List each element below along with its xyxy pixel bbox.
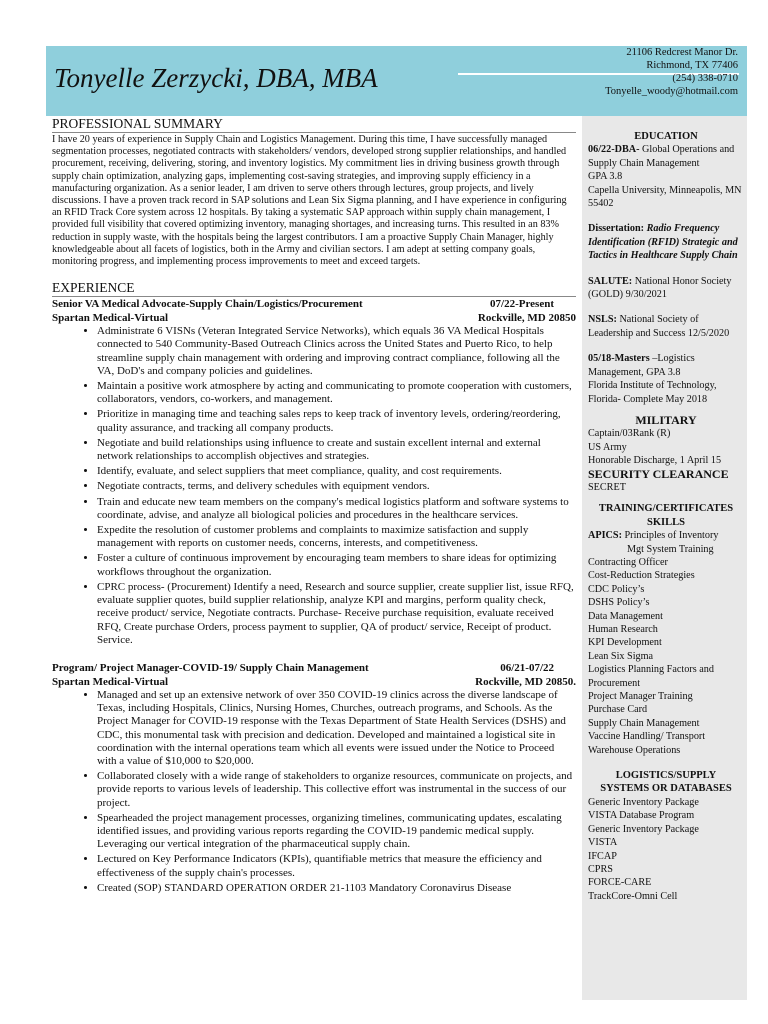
job-bullet: • Collaborated closely with a wide range of stakeholders to organize resources, communicate on projects, and provide reports to various levels of leadership. This collective effort was instrumental in the success of our project. [97,770,576,810]
training-item: DSHS Policy’s [588,597,650,609]
masters-school: Florida Institute of Technology, Florida- Complete May 2018 [588,380,717,405]
training-item: CDC Policy’s [588,583,645,595]
system-item: CPRS [588,863,613,875]
masters-label: 05/18-Masters [588,353,650,365]
dba-entry [588,143,744,170]
job-bullet: • Maintain a positive work atmosphere by acting and communicating to promote cooperation with customers, collaborators, vendors, co-workers, and management. [97,380,576,406]
job-bullet: • Prioritize in managing time and teaching sales reps to keep track of inventory levels, ordering/reordering, quality assurance, and tracking all company products. [97,408,576,434]
address-line-1: 21106 Redcrest Manor Dr. [626,47,738,58]
summary-text: I have 20 years of experience in Supply Chain and Logistics Management. During this time, I have successfully managed segmentation processes, negotiated contracts with stakeholders/ vendors, developed strong supplier relationships, and handled procurement, receiving, delivering, storing, and inventory logistics. My commitment lies in driving business growth through supply chain optimization, analyzing gaps, implementing cost-saving strategies, and improving supply efficiency in a manufacturing organization. As a senior leader, I am driven to serve others through lectures, group projects, and lively discussions. I have a proven track record in SAP solutions and Lean Six Sigma planning, and I have experience in configuring an RFID Track Core system across 12 hospitals. By taking a systematic SAP approach within supply chain management, I provided full visibility that covered optimizing inventory, managing shortages, and increasing turns. This resulted in an 83% reduction in supply waste, with the hospitals being the largest contributors. I am a proactive Supply Chain Manager, highly knowledgeable about all facets of logistics, both in the Army and civilian sectors. I am adept at setting company goals, monitoring progress, and implementing process improvements to meet and exceed targets. [52,134,567,268]
system-item: FORCE-CARE [588,877,652,889]
training-item: Logistics Planning Factors and Procurement [588,664,714,689]
contact-block [605,46,738,98]
job-company: Spartan Medical-Virtual [52,675,168,688]
education-heading: EDUCATION [634,131,698,142]
job-company-row [52,311,576,325]
job-bullet: • Identify, evaluate, and select suppliers that meet compliance, quality, and cost requirements. [97,465,576,478]
job-location: Rockville, MD 20850 [477,312,576,325]
masters-program: –Logistics Management, GPA 3.8 [588,353,695,378]
job-entry [52,661,576,895]
summary-divider [52,132,576,133]
sidebar-content [588,130,744,903]
job-dates: 06/21-07/22 [500,661,554,674]
clearance-level: SECRET [588,481,626,493]
training-item: Human Research [588,624,658,635]
job-bullet: • Negotiate contracts, terms, and delivery schedules with equipment vendors. [97,480,576,493]
dba-label: 06/22-DBA- [588,144,640,156]
training-item: Lean Six Sigma [588,650,654,662]
systems-subheading: SYSTEMS OR DATABASES [600,783,732,795]
training-item: Data Management [588,610,663,622]
training-item: Supply Chain Management [588,717,700,729]
dissertation-title: Radio Frequency Identification (RFID) Strategic and Tactics in Healthcare Supply Chain [588,223,738,262]
system-item: Generic Inventory Package [588,796,699,808]
job-bullet: • Negotiate and build relationships using influence to create and sustain excellent internal and external network relationships to accomplish objectives and strategies. [97,437,576,463]
job-bullets [52,689,576,895]
system-item: VISTA Database Program [588,810,695,822]
training-item: KPI Development [588,637,662,649]
nsls-label: NSLS: [588,314,617,326]
address-line-2: Richmond, TX 77406 [646,60,738,71]
email-address: Tonyelle_woody@hotmail.com [605,86,738,97]
dissertation-label: Dissertation: [588,223,645,235]
job-bullet: • Expedite the resolution of customer problems and complaints to maximize satisfaction and supply management with reports on customer needs, concerns, interests, and competitiveness. [97,524,576,550]
system-item: IFCAP [588,850,617,862]
job-bullet: • Created (SOP) STANDARD OPERATION ORDER 21-1103 Mandatory Coronavirus Disease [97,882,576,895]
job-entry [52,297,576,647]
system-item: TrackCore-Omni Cell [588,890,678,902]
job-company-row [52,675,576,689]
apics-text: Principles of Inventory [621,530,719,542]
job-title-row [52,297,576,311]
dba-school: Capella University, Minneapolis, MN 55402 [588,184,742,210]
training-item: Contracting Officer [588,556,668,568]
job-title-row [52,661,576,675]
systems-heading: LOGISTICS/SUPPLY [615,770,717,782]
system-item: VISTA [588,837,618,849]
masters-entry [588,352,744,379]
training-item: Vaccine Handling/ Transport [588,731,706,743]
dba-gpa: GPA 3.8 [588,171,623,183]
job-bullet: • Managed and set up an extensive network of over 350 COVID-19 clinics across the diverse landscape of Texas, including Hospitals, Clinics, Nursing Homes, Churches, outreach programs, and Schools. As the Project Manager for COVID-19 response with the Texas Department of State Health Services (DSHS) and CDC, this monumental task with precision and dedication. Developed and maintained a logistical site in coordination with the internal operations team which all events were issued under the Notice to Proceed with a value of $10,000 to $20,000. [97,689,576,768]
job-dates: 07/22-Present [490,298,554,311]
apics-continued: Mgt System Training [627,543,714,555]
phone-number: (254) 338-0710 [672,73,738,84]
skills-heading: SKILLS [647,516,685,528]
job-bullet: • Administrate 6 VISNs (Veteran Integrated Service Networks), which equals 36 VA Medical Hospitals connected to 540 Community-Based Outreach Clinics across the United States and Puerto Rico, to help streamline supply chain management with ordering and improving contract compliance, following all the VA, DoD's and company policies and guidelines. [97,325,576,378]
training-heading: TRAINING/CERTIFICATES [598,503,734,515]
main-column [52,116,576,897]
job-bullets [52,325,576,647]
job-bullet: • Foster a culture of continuous improvement by encouraging team members to share ideas for optimizing workflows throughout the organization. [97,552,576,578]
job-title: Senior VA Medical Advocate-Supply Chain/Logistics/Procurement [52,298,363,311]
job-location: Rockville, MD 20850. [475,675,576,688]
job-title: Program/ Project Manager-COVID-19/ Supply Chain Management [52,661,369,674]
apics-label: APICS: [588,530,622,542]
nsls-entry [588,313,744,340]
salute-text: National Honor Society (GOLD) 9/30/2021 [588,275,732,301]
training-item: Purchase Card [588,704,648,716]
military-rank: Captain/03Rank (R) [588,428,671,440]
military-branch: US Army [588,441,627,453]
nsls-text: National Society of Leadership and Success 12/5/2020 [588,314,730,339]
training-item: Cost-Reduction Strategies [588,570,695,582]
apics-entry [588,529,744,542]
dba-program: Global Operations and Supply Chain Management [588,144,735,169]
summary-heading: PROFESSIONAL SUMMARY [52,116,223,131]
dissertation-entry [588,222,744,262]
training-item: Project Manager Training [588,691,693,703]
job-bullet: • CPRC process- (Procurement) Identify a need, Research and source supplier, create supplier list, issue RFQ, evaluate supplier quotes, build supplier relationship, analyze KPI and margins, perform quality check, receive product/ service, Negotiate contracts. Purchase- Receive purchase requisition, evaluate received RFQ, Create purchase Orders, process payment to supplier, QA of product/ service, Receipt of product. Service. [97,581,576,647]
military-heading: MILITARY [635,412,697,427]
job-bullet: • Lectured on Key Performance Indicators (KPIs), quantifiable metrics that measure the efficiency and effectiveness of the supply chain's processes. [97,853,576,879]
candidate-name: Tonyelle Zerzycki, DBA, MBA [54,63,378,93]
training-item: Warehouse Operations [588,744,681,756]
job-company: Spartan Medical-Virtual [52,312,168,325]
military-discharge: Honorable Discharge, 1 April 15 [588,455,722,467]
salute-entry [588,275,744,302]
system-item: Generic Inventory Package [588,823,699,835]
job-bullet: • Spearheaded the project management processes, organizing timelines, communicating updates, escalating identified issues, and providing various reports regarding the COVID-19 pandemic medical supply. Leveraging our vertical integration of the pharmaceutical supply chain. [97,812,576,852]
salute-label: SALUTE: [588,275,633,287]
job-bullet: • Train and educate new team members on the company's medical logistics platform and software systems to coordinate, advise, and analyze all biological policies and procedures in the healthcare services. [97,496,576,522]
clearance-heading: SECURITY CLEARANCE [588,466,729,481]
experience-heading: EXPERIENCE [52,280,135,296]
